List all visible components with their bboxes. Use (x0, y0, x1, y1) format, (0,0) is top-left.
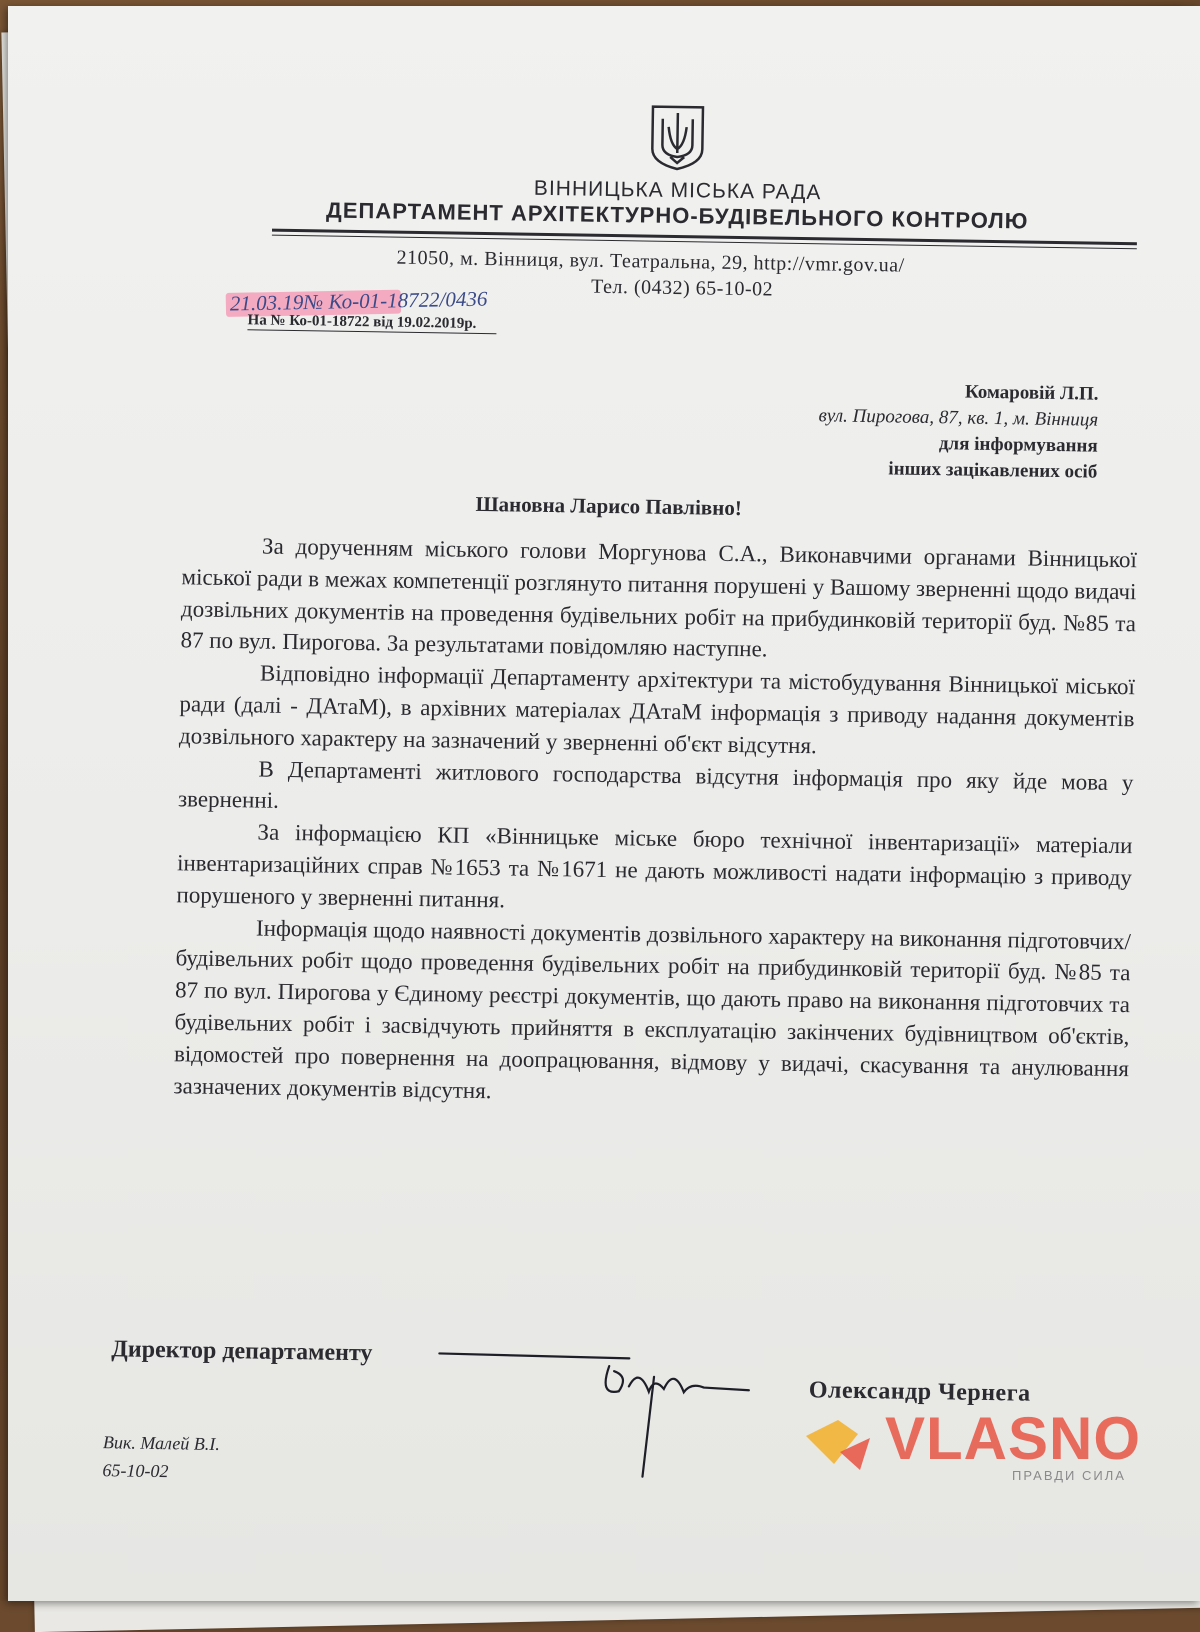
org-phone: Тел. (0432) 65-10-02 (590, 275, 774, 301)
letter-body (173, 529, 1137, 1116)
handwritten-reference: 21.03.19№ Ко-01-18722/0436 (229, 286, 488, 316)
paragraph-3: В Департаменті житлового господарства відсутня інформація про яку йде мова у зверненні. (177, 756, 1134, 814)
recipient-note-2: інших зацікавлених осіб (888, 458, 1098, 483)
executor-phone: 65-10-02 (102, 1460, 169, 1482)
signer-name: Олександр Чернега (808, 1377, 1031, 1407)
org-name: ВІННИЦЬКА МІСЬКА РАДА (533, 176, 822, 205)
recipient-note-1: для інформування (938, 433, 1098, 457)
trident-emblem-icon (648, 105, 707, 172)
executor-block (102, 1428, 220, 1486)
recipient-name: Комаровій Л.П. (964, 381, 1099, 405)
watermark-tagline: ПРАВДИ СИЛА (1012, 1468, 1126, 1483)
org-address: 21050, м. Вінниця, вул. Театральна, 29, http://vmr.gov.ua/ (396, 246, 905, 277)
recipient-address: вул. Пирогова, 87, кв. 1, м. Вінниця (818, 405, 1099, 431)
handwritten-signature (427, 1333, 789, 1489)
signer-title: Директор департаменту (111, 1336, 373, 1367)
recipient-block (818, 377, 1099, 485)
executor-name: Вик. Малей В.І. (102, 1432, 221, 1454)
letter-sheet (8, 6, 1200, 1601)
paragraph-5: Інформація щодо наявності документів дозвільного характеру на виконання підготовчих/будівельних робіт щодо проведення будівельних робіт на прибудинковій території буд. №85 та 87 по вул. Пирогова у Єдиному реєстрі документів, що дають право на виконання підготовчих та будівельних робіт і засвідчують прийняття в експлуатацію закінчених будівництвом об'єктів, відомостей про повернення на доопрацювання, відмову у видачі, скасування та анулювання зазначених документів відсутня. (173, 915, 1132, 1103)
paragraph-4: За інформацією КП «Вінницьке міське бюро технічної інвентаризації» матеріали інвентаризаційних справ №1653 та №1671 не дають можливості надати інформацію з приводу порушеного у зверненні питання. (176, 819, 1133, 913)
paragraph-2: Відповідно інформації Департаменту архітектури та містобудування Вінницької міської ради (далі - ДАтаМ), в архівних матеріалах ДАтаМ інформація з приводу надання документів дозвільного характеру на зазначений у зверненні об'єкт відсутня. (178, 660, 1136, 759)
watermark-brand: VLASNO (885, 1405, 1142, 1472)
department-name: ДЕПАРТАМЕНТ АРХІТЕКТУРНО-БУДІВЕЛЬНОГО КОНТРОЛЮ (325, 197, 1029, 234)
salutation: Шановна Ларисо Павлівно! (475, 491, 743, 521)
printed-reference: На № Ко-01-18722 від 19.02.2019р. (247, 312, 496, 334)
paragraph-1: За дорученням міського голови Моргунова С.А., Виконавчими органами Вінницької міської ради в межах компетенції розглянуто питання порушені у Вашому зверненні щодо видачі дозвільних документів на проведення будівельних робіт на прибудинковій території буд. №85 та 87 по вул. Пирогова. За результатами повідомляю наступне. (180, 533, 1138, 662)
